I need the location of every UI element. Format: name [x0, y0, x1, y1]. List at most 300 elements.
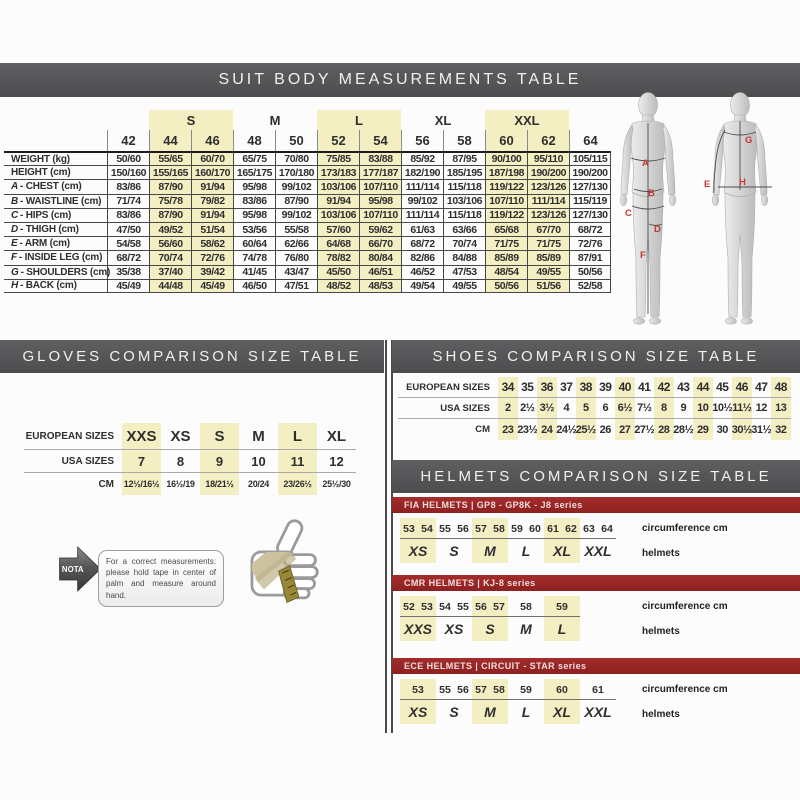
suit-measurement-row — [4, 265, 611, 279]
suit-value-cell: 66/70 — [359, 236, 401, 250]
shoes-cell: 13 — [771, 398, 791, 418]
suit-value-cell: 37/40 — [149, 265, 191, 279]
suit-size-group-cell: L — [317, 110, 401, 130]
helmet-section-body — [392, 596, 800, 641]
suit-value-cell: 91/94 — [191, 208, 233, 222]
helmet-circumference-row — [508, 598, 544, 617]
suit-value-cell: 79/82 — [191, 194, 233, 208]
helmet-circumference-value: 61 — [592, 684, 604, 696]
helmet-circumference-value: 59 — [556, 601, 568, 613]
suit-value-cell: 107/110 — [359, 208, 401, 222]
helmet-size-label: XS — [408, 543, 428, 559]
suit-value-cell: 107/110 — [359, 179, 401, 193]
suit-value-cell: 68/72 — [107, 250, 149, 264]
suit-size-cell: 62 — [527, 130, 569, 151]
helmet-size-group — [436, 518, 472, 563]
suit-value-cell: 75/85 — [317, 151, 359, 165]
suit-value-cell: 49/55 — [443, 279, 485, 293]
gloves-cell: 7 — [122, 450, 161, 472]
suit-value-cell: 123/126 — [527, 179, 569, 193]
suit-value-cell: 74/78 — [233, 250, 275, 264]
helmet-circumference-row — [472, 598, 508, 617]
measure-letter: B — [11, 195, 19, 207]
helmet-series-band: CMR HELMETS | KJ-8 series — [392, 575, 800, 591]
circumference-cm-label: circumference cm — [642, 601, 728, 612]
suit-value-cell: 35/38 — [107, 265, 149, 279]
shoes-cell: 31½ — [751, 423, 772, 436]
suit-value-cell: 70/80 — [275, 151, 317, 165]
suit-value-cell: 83/86 — [107, 179, 149, 193]
measure-point-f: F — [640, 250, 646, 261]
helmet-series-band: FIA HELMETS | GP8 - GP8K - J8 series — [392, 497, 800, 513]
helmet-size-label: S — [485, 621, 495, 637]
shoes-cell: 35 — [521, 380, 534, 394]
helmet-circumference-row — [400, 598, 436, 617]
gloves-cell: 12 — [329, 453, 344, 469]
gloves-cell: 18/21½ — [200, 473, 239, 495]
suit-value-cell: 51/56 — [527, 279, 569, 293]
suit-value-cell: 111/114 — [527, 194, 569, 208]
suit-value-cell: 85/89 — [485, 250, 527, 264]
shoes-cell: 29 — [693, 419, 713, 440]
nota-arrow-icon — [58, 539, 102, 599]
suit-value-cell: 47/51 — [275, 279, 317, 293]
shoes-cell: 43 — [677, 380, 690, 394]
suit-value-cell: 103/106 — [317, 179, 359, 193]
shoes-cell: 11½ — [732, 398, 752, 418]
suit-value-cell: 47/53 — [443, 265, 485, 279]
suit-value-cell: 52/58 — [569, 279, 611, 293]
shoes-row — [398, 398, 791, 419]
helmet-circumference-value: 56 — [475, 601, 487, 613]
gloves-cell: 12½/16½ — [122, 473, 161, 495]
suit-value-cell: 41/45 — [233, 265, 275, 279]
suit-size-group-cell — [569, 110, 611, 130]
measure-letter: F — [11, 252, 17, 264]
shoes-cell: 12 — [755, 402, 767, 414]
measure-letter: H — [11, 280, 19, 292]
gloves-cell: 9 — [200, 450, 239, 472]
suit-value-cell: 170/180 — [275, 165, 317, 179]
suit-value-cell: 119/122 — [485, 179, 527, 193]
shoes-cell: 24 — [537, 419, 557, 440]
helmet-circumference-value: 55 — [439, 684, 451, 696]
helmet-size-label: M — [520, 621, 532, 637]
suit-value-cell: 61/63 — [401, 222, 443, 236]
mannequins-figure — [606, 90, 798, 338]
shoes-cell: 30 — [716, 423, 728, 436]
suit-value-cell: 87/91 — [569, 250, 611, 264]
helmet-size-label: XL — [553, 543, 571, 559]
shoes-cell: 40 — [615, 377, 635, 397]
suit-size-cell: 56 — [401, 130, 443, 151]
helmet-size-group — [436, 679, 472, 724]
helmet-size-group — [544, 596, 580, 641]
helmet-size-group — [472, 518, 508, 563]
suit-value-cell: 62/66 — [275, 236, 317, 250]
suit-value-cell: 56/60 — [149, 236, 191, 250]
suit-value-cell: 185/195 — [443, 165, 485, 179]
suit-value-cell: 95/98 — [359, 194, 401, 208]
suit-value-cell: 51/54 — [191, 222, 233, 236]
shoes-cell: 5 — [576, 398, 596, 418]
helmet-size-group — [508, 596, 544, 641]
helmet-size-group — [400, 596, 436, 641]
suit-value-cell: 127/130 — [569, 208, 611, 222]
shoes-cell: 7½ — [637, 402, 652, 414]
helmet-section — [392, 497, 800, 563]
shoes-row — [398, 377, 791, 398]
suit-row-label: HEIGHT (cm) — [4, 165, 107, 179]
measure-letter: E — [11, 238, 18, 250]
helmet-size-group — [544, 518, 580, 563]
suit-value-cell: 64/68 — [317, 236, 359, 250]
shoes-cell: 48 — [771, 377, 791, 397]
gloves-cell: 10 — [251, 453, 266, 469]
helmet-circumference-value: 57 — [493, 601, 505, 613]
suit-size-group-cell: S — [149, 110, 233, 130]
suit-value-cell: 103/106 — [443, 194, 485, 208]
suit-value-cell: 44/48 — [149, 279, 191, 293]
helmet-size-group — [580, 679, 616, 724]
suit-value-cell: 127/130 — [569, 179, 611, 193]
suit-value-cell: 50/56 — [569, 265, 611, 279]
helmet-size-group — [472, 596, 508, 641]
helmet-circumference-value: 52 — [403, 601, 415, 613]
suit-value-cell: 49/55 — [527, 265, 569, 279]
suit-value-cell: 45/49 — [191, 279, 233, 293]
suit-value-cell: 57/60 — [317, 222, 359, 236]
suit-value-cell: 54/58 — [107, 236, 149, 250]
suit-size-row — [4, 130, 611, 151]
suit-value-cell: 70/74 — [149, 250, 191, 264]
suit-row-label: C - HIPS (cm) — [4, 208, 107, 222]
gloves-table-header-bar — [0, 340, 384, 373]
gloves-cell: S — [200, 423, 239, 449]
suit-size-cell: 64 — [569, 130, 611, 151]
helmet-circumference-row — [508, 681, 544, 700]
suit-value-cell: 187/198 — [485, 165, 527, 179]
helmet-circumference-row — [472, 520, 508, 539]
gloves-cell: XL — [326, 427, 347, 445]
shoes-cell: 39 — [599, 380, 612, 394]
helmets-table-title: HELMETS COMPARISON SIZE TABLE — [420, 468, 772, 485]
suit-value-cell: 165/175 — [233, 165, 275, 179]
helmets-label: helmets — [642, 548, 680, 559]
suit-value-cell: 65/68 — [485, 222, 527, 236]
helmet-size-group — [544, 679, 580, 724]
helmet-circumference-value: 54 — [439, 601, 451, 613]
shoes-cell: 6½ — [615, 398, 635, 418]
suit-value-cell: 59/62 — [359, 222, 401, 236]
suit-value-cell: 45/49 — [107, 279, 149, 293]
helmet-size-label: L — [557, 621, 567, 637]
helmet-circumference-row — [580, 681, 616, 700]
helmet-circumference-row — [436, 598, 472, 617]
shoes-cell: 8 — [654, 398, 674, 418]
gloves-cell: 25½/30 — [322, 479, 351, 489]
suit-row-label: F - INSIDE LEG (cm) — [4, 250, 107, 264]
suit-value-cell: 53/56 — [233, 222, 275, 236]
shoes-cell: 25½ — [576, 419, 596, 440]
suit-value-cell: 150/160 — [107, 165, 149, 179]
suit-value-cell: 65/75 — [233, 151, 275, 165]
helmet-section — [392, 658, 800, 724]
gloves-note-text: For a correct measurements: please hold tape in center of palm and measure around hand. — [106, 557, 216, 600]
suit-value-cell: 111/114 — [401, 179, 443, 193]
suit-size-table — [4, 110, 611, 293]
suit-value-cell: 46/51 — [359, 265, 401, 279]
suit-value-cell: 60/64 — [233, 236, 275, 250]
suit-value-cell: 78/82 — [317, 250, 359, 264]
helmet-size-label: XXL — [584, 704, 612, 720]
helmet-size-label: S — [449, 543, 459, 559]
helmet-circumference-value: 53 — [421, 601, 433, 613]
suit-value-cell: 119/122 — [485, 208, 527, 222]
shoes-cell: 30½ — [732, 419, 752, 440]
suit-value-cell: 87/95 — [443, 151, 485, 165]
helmet-circumference-value: 53 — [403, 523, 415, 535]
shoes-table-title: SHOES COMPARISON SIZE TABLE — [432, 348, 760, 365]
suit-row-label: E - ARM (cm) — [4, 236, 107, 250]
helmet-section-body — [392, 679, 800, 724]
suit-value-cell: 123/126 — [527, 208, 569, 222]
suit-value-cell: 83/88 — [359, 151, 401, 165]
shoes-cell: 34 — [498, 377, 518, 397]
suit-value-cell: 115/118 — [443, 179, 485, 193]
helmet-size-label: L — [521, 543, 531, 559]
suit-size-cell: 42 — [107, 130, 149, 151]
measure-point-h: H — [739, 177, 746, 188]
thumbs-up-tape-icon — [240, 516, 332, 608]
helmet-circumference-value: 59 — [520, 684, 532, 696]
helmet-circumference-row — [400, 520, 436, 539]
helmet-circumference-value: 54 — [421, 523, 433, 535]
helmet-size-group — [400, 518, 436, 563]
suit-measurement-row — [4, 208, 611, 222]
suit-value-cell: 85/92 — [401, 151, 443, 165]
helmet-groups-row — [400, 679, 800, 724]
helmet-size-label: XL — [553, 704, 571, 720]
suit-value-cell: 71/75 — [485, 236, 527, 250]
measure-point-a: A — [642, 158, 649, 169]
suit-size-group-cell: M — [269, 112, 281, 128]
shoes-cell: 44 — [693, 377, 713, 397]
shoes-cell: 27½ — [634, 423, 655, 436]
suit-value-cell: 67/70 — [527, 222, 569, 236]
suit-value-cell: 46/52 — [401, 265, 443, 279]
suit-size-cell: 48 — [233, 130, 275, 151]
helmet-circumference-row — [544, 520, 580, 539]
helmets-sections — [392, 497, 800, 724]
suit-value-cell: 87/90 — [149, 179, 191, 193]
shoes-cell: 24½ — [556, 423, 577, 436]
helmets-label: helmets — [642, 709, 680, 720]
suit-value-cell: 190/200 — [527, 165, 569, 179]
helmet-section — [392, 575, 800, 641]
helmet-circumference-value: 57 — [475, 523, 487, 535]
shoes-cell: 42 — [654, 377, 674, 397]
suit-corner-cell — [4, 130, 107, 151]
suit-value-cell: 71/75 — [527, 236, 569, 250]
suit-size-cell: 58 — [443, 130, 485, 151]
suit-value-cell: 72/76 — [569, 236, 611, 250]
helmet-circumference-value: 60 — [556, 684, 568, 696]
suit-value-cell: 72/76 — [191, 250, 233, 264]
helmet-circumference-row — [580, 520, 616, 539]
suit-value-cell: 63/66 — [443, 222, 485, 236]
suit-measurement-row — [4, 151, 611, 165]
suit-value-cell: 48/54 — [485, 265, 527, 279]
shoes-cell: 36 — [537, 377, 557, 397]
measure-letter: D — [11, 224, 19, 236]
circumference-cm-label: circumference cm — [642, 684, 728, 695]
suit-size-group-cell: XXL — [485, 110, 569, 130]
suit-measurement-row — [4, 250, 611, 264]
gloves-cell: L — [278, 423, 317, 449]
helmet-size-group — [400, 679, 436, 724]
helmet-size-group — [472, 679, 508, 724]
shoes-cell: 45 — [716, 380, 729, 394]
shoes-row — [398, 419, 791, 440]
suit-value-cell: 58/62 — [191, 236, 233, 250]
gloves-row — [24, 473, 356, 495]
suit-value-cell: 84/88 — [443, 250, 485, 264]
suit-value-cell: 91/94 — [191, 179, 233, 193]
helmet-circumference-value: 62 — [565, 523, 577, 535]
suit-value-cell: 182/190 — [401, 165, 443, 179]
shoes-cell: 10 — [693, 398, 713, 418]
suit-value-cell: 83/86 — [233, 194, 275, 208]
helmet-circumference-value: 58 — [520, 601, 532, 613]
shoes-cell: 26 — [599, 423, 611, 436]
measure-point-g: G — [745, 135, 753, 146]
suit-value-cell: 50/56 — [485, 279, 527, 293]
suit-value-cell: 68/72 — [569, 222, 611, 236]
shoes-cell: 46 — [732, 377, 752, 397]
shoes-size-table — [398, 377, 791, 440]
helmet-circumference-row — [544, 598, 580, 617]
suit-row-label: G - SHOULDERS (cm) — [4, 265, 107, 279]
suit-size-group-cell — [107, 110, 149, 130]
gloves-cell: 8 — [176, 453, 185, 469]
suit-value-cell: 190/200 — [569, 165, 611, 179]
helmet-circumference-row — [436, 520, 472, 539]
gloves-cell: 20/24 — [247, 479, 270, 489]
helmet-circumference-row — [400, 681, 436, 700]
gloves-cell: XS — [170, 427, 191, 445]
suit-value-cell: 111/114 — [401, 208, 443, 222]
suit-measurement-row — [4, 222, 611, 236]
suit-value-cell: 48/52 — [317, 279, 359, 293]
shoes-cell: 23 — [498, 419, 518, 440]
gloves-cell: XXS — [122, 423, 161, 449]
helmet-circumference-value: 56 — [457, 523, 469, 535]
suit-value-cell: 55/58 — [275, 222, 317, 236]
gloves-note-group — [56, 512, 356, 612]
suit-value-cell: 71/74 — [107, 194, 149, 208]
suit-measurement-row — [4, 165, 611, 179]
suit-value-cell: 107/110 — [485, 194, 527, 208]
helmet-circumference-value: 61 — [547, 523, 559, 535]
measure-letter: G — [11, 266, 19, 278]
suit-measurement-row — [4, 279, 611, 293]
helmets-table-header-bar — [392, 460, 800, 493]
suit-corner-cell — [4, 110, 107, 130]
helmet-circumference-value: 53 — [412, 684, 424, 696]
suit-value-cell: 48/53 — [359, 279, 401, 293]
suit-value-cell: 43/47 — [275, 265, 317, 279]
shoes-table-header-bar — [392, 340, 800, 373]
helmet-circumference-value: 56 — [457, 684, 469, 696]
helmet-circumference-value: 55 — [457, 601, 469, 613]
circumference-cm-label: circumference cm — [642, 523, 728, 534]
suit-value-cell: 75/78 — [149, 194, 191, 208]
suit-size-cell: 50 — [275, 130, 317, 151]
shoes-cell: 2½ — [520, 402, 535, 414]
helmet-circumference-value: 55 — [439, 523, 451, 535]
gloves-cell: 11 — [278, 450, 317, 472]
suit-value-cell: 80/84 — [359, 250, 401, 264]
shoes-cell: 38 — [576, 377, 596, 397]
suit-value-cell: 39/42 — [191, 265, 233, 279]
gloves-row-label: EUROPEAN SIZES — [25, 430, 114, 442]
shoes-row-label: EUROPEAN SIZES — [406, 381, 490, 393]
suit-value-cell: 103/106 — [317, 208, 359, 222]
shoes-cell: 2 — [498, 398, 518, 418]
gloves-note-box — [98, 550, 224, 607]
helmet-size-label: S — [449, 704, 459, 720]
suit-value-cell: 83/86 — [107, 208, 149, 222]
suit-row-label: B - WAISTLINE (cm) — [4, 194, 107, 208]
helmet-groups-row — [400, 518, 800, 563]
suit-value-cell: 105/115 — [569, 151, 611, 165]
suit-value-cell: 95/98 — [233, 179, 275, 193]
suit-size-group-cell: XL — [434, 112, 452, 128]
helmet-circumference-value: 57 — [475, 684, 487, 696]
suit-value-cell: 115/119 — [569, 194, 611, 208]
gloves-row — [24, 423, 356, 450]
helmet-section-body — [392, 518, 800, 563]
measure-point-c: C — [625, 208, 632, 219]
helmet-size-label: XS — [408, 704, 428, 720]
helmet-circumference-value: 63 — [583, 523, 595, 535]
helmet-circumference-value: 64 — [601, 523, 613, 535]
column-divider-line — [385, 340, 387, 733]
suit-value-cell: 47/50 — [107, 222, 149, 236]
suit-size-cell: 46 — [191, 130, 233, 151]
measure-letter: A — [11, 181, 19, 193]
shoes-cell: 10½ — [712, 402, 733, 414]
shoes-row-label: USA SIZES — [440, 402, 490, 414]
suit-measurement-row — [4, 194, 611, 208]
shoes-cell: 41 — [638, 380, 651, 394]
helmet-size-group — [580, 518, 616, 563]
suit-value-cell: 68/72 — [401, 236, 443, 250]
suit-value-cell: 49/52 — [149, 222, 191, 236]
measure-letter: C — [11, 209, 19, 221]
shoes-cell: 28 — [654, 419, 674, 440]
gloves-row-label: CM — [98, 478, 114, 490]
helmet-size-label: XXL — [584, 543, 612, 559]
suit-measurement-row — [4, 236, 611, 250]
gloves-row-label: USA SIZES — [61, 455, 114, 467]
suit-size-cell: 60 — [485, 130, 527, 151]
shoes-cell: 23½ — [517, 423, 538, 436]
nota-label: NOTA — [61, 565, 84, 575]
helmet-circumference-value: 60 — [529, 523, 541, 535]
suit-value-cell: 49/54 — [401, 279, 443, 293]
